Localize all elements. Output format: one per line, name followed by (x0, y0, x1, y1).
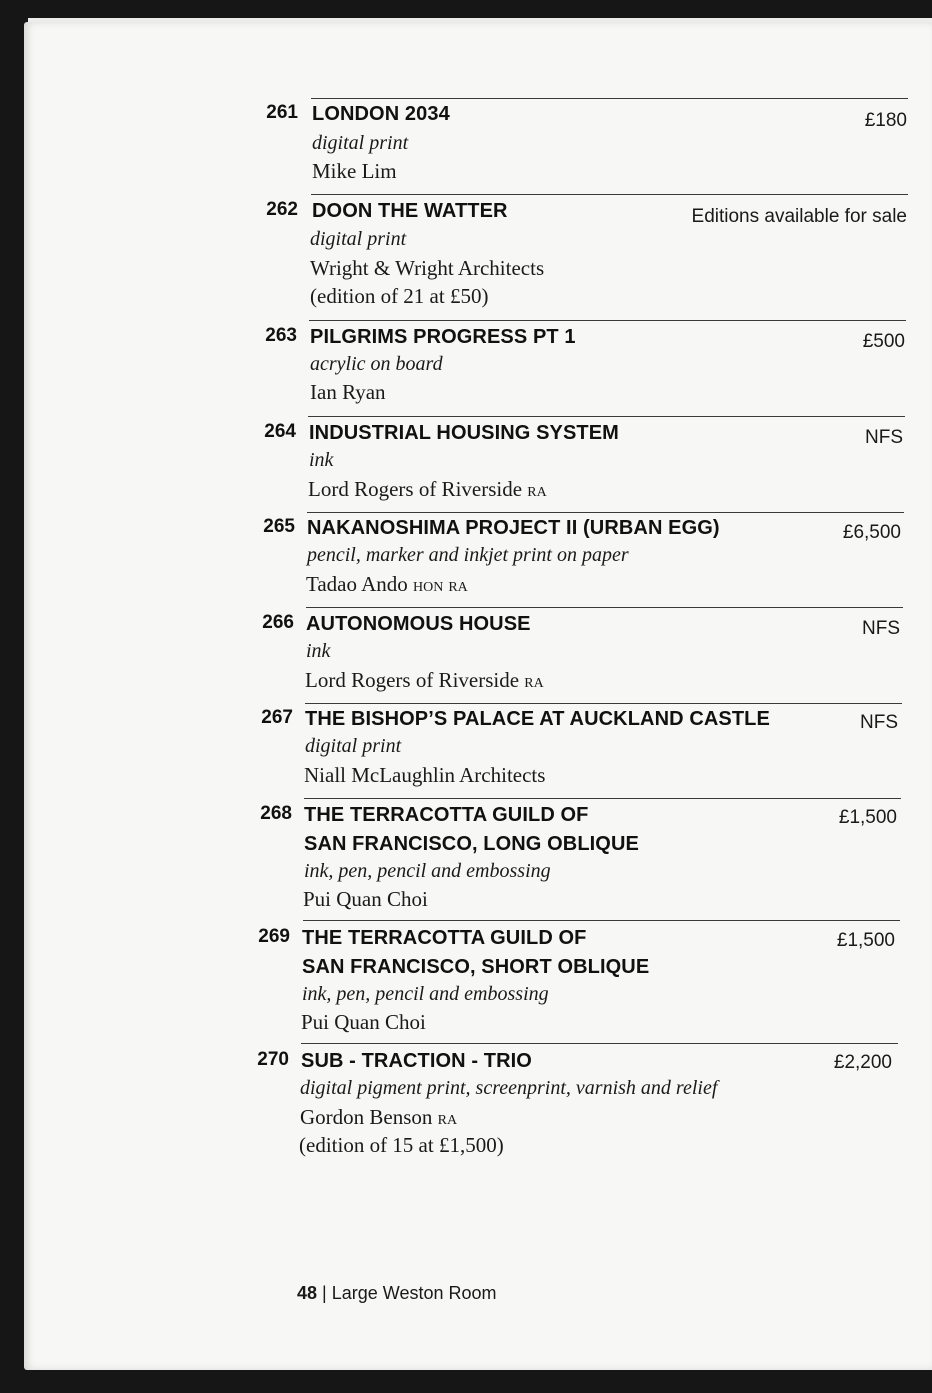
page-footer (297, 1283, 497, 1304)
entry-number: 268 (260, 803, 292, 824)
entry-number: 263 (265, 325, 297, 346)
entry-artist: Lord Rogers of Riverside ra (305, 668, 544, 692)
footer-separator: | (322, 1283, 327, 1303)
entry-edition: (edition of 21 at £50) (310, 284, 489, 308)
entry-artist: Wright & Wright Architects (310, 256, 545, 280)
entry-price: £1,500 (836, 930, 895, 951)
entry-rule (306, 607, 903, 608)
entry-title: DOON THE WATTER (312, 200, 508, 222)
entry-number: 267 (261, 707, 293, 728)
entry-medium: digital print (312, 132, 409, 154)
honour-suffix: ra (524, 670, 544, 692)
entry-rule (311, 194, 908, 195)
section-name: Large Weston Room (331, 1283, 497, 1303)
entry-number: 264 (264, 421, 296, 442)
entry-price: £500 (862, 331, 905, 352)
entry-number: 270 (257, 1049, 289, 1070)
entry-medium: pencil, marker and inkjet print on paper (307, 544, 629, 566)
entry-title-line-2: SAN FRANCISCO, SHORT OBLIQUE (302, 956, 650, 978)
entry-title: SUB - TRACTION - TRIO (301, 1050, 532, 1072)
entry-artist: Mike Lim (312, 159, 397, 183)
entry-artist: Lord Rogers of Riverside ra (308, 477, 547, 501)
entry-title-line-2: SAN FRANCISCO, LONG OBLIQUE (304, 833, 639, 855)
honour-suffix: ra (527, 479, 547, 501)
entry-medium: digital pigment print, screenprint, varnish and relief (300, 1077, 718, 1099)
entry-price: NFS (860, 712, 898, 733)
entry-title: PILGRIMS PROGRESS PT 1 (310, 326, 576, 348)
entry-title: THE BISHOP’S PALACE AT AUCKLAND CASTLE (305, 708, 770, 730)
entry-price: £6,500 (842, 522, 901, 543)
entry-artist: Tadao Ando hon ra (306, 572, 468, 596)
entry-rule (305, 703, 902, 704)
entry-artist: Niall McLaughlin Architects (304, 763, 546, 787)
entry-title-line-1: THE TERRACOTTA GUILD OF (304, 804, 589, 826)
entry-title: AUTONOMOUS HOUSE (306, 613, 531, 635)
entry-medium: digital print (310, 228, 407, 250)
entry-price: NFS (865, 427, 903, 448)
entry-number: 269 (258, 926, 290, 947)
entry-artist: Pui Quan Choi (301, 1010, 426, 1034)
entry-medium: ink, pen, pencil and embossing (304, 860, 551, 882)
entry-rule (303, 920, 900, 921)
entry-number: 262 (266, 199, 298, 220)
entry-artist: Gordon Benson ra (300, 1105, 458, 1129)
entry-price: £180 (864, 110, 907, 131)
entry-title: INDUSTRIAL HOUSING SYSTEM (309, 422, 619, 444)
catalogue-page (24, 22, 932, 1370)
entry-medium: ink, pen, pencil and embossing (302, 983, 549, 1005)
entry-number: 266 (262, 612, 294, 633)
entry-edition: (edition of 15 at £1,500) (299, 1133, 504, 1157)
entry-title: NAKANOSHIMA PROJECT II (URBAN EGG) (307, 517, 720, 539)
entry-price: NFS (862, 618, 900, 639)
entry-artist: Ian Ryan (310, 380, 386, 404)
entry-rule (311, 98, 908, 99)
entry-price: Editions available for sale (691, 206, 907, 227)
entry-medium: digital print (305, 735, 402, 757)
entry-medium: acrylic on board (310, 353, 443, 375)
entry-title-line-1: THE TERRACOTTA GUILD OF (302, 927, 587, 949)
entry-title: LONDON 2034 (312, 103, 450, 125)
entry-rule (307, 512, 904, 513)
entry-price: £1,500 (838, 807, 897, 828)
page-number: 48 (297, 1283, 318, 1303)
entry-price: £2,200 (833, 1052, 892, 1073)
entry-rule (304, 798, 901, 799)
honour-suffix: ra (437, 1107, 458, 1129)
entry-artist: Pui Quan Choi (303, 887, 428, 911)
entry-number: 261 (266, 102, 298, 123)
honour-suffix: hon ra (413, 574, 468, 596)
entry-number: 265 (263, 516, 295, 537)
entry-rule (309, 320, 906, 321)
entry-medium: ink (306, 640, 331, 662)
entry-medium: ink (309, 449, 334, 471)
entry-rule (308, 416, 905, 417)
entry-rule (301, 1043, 898, 1044)
